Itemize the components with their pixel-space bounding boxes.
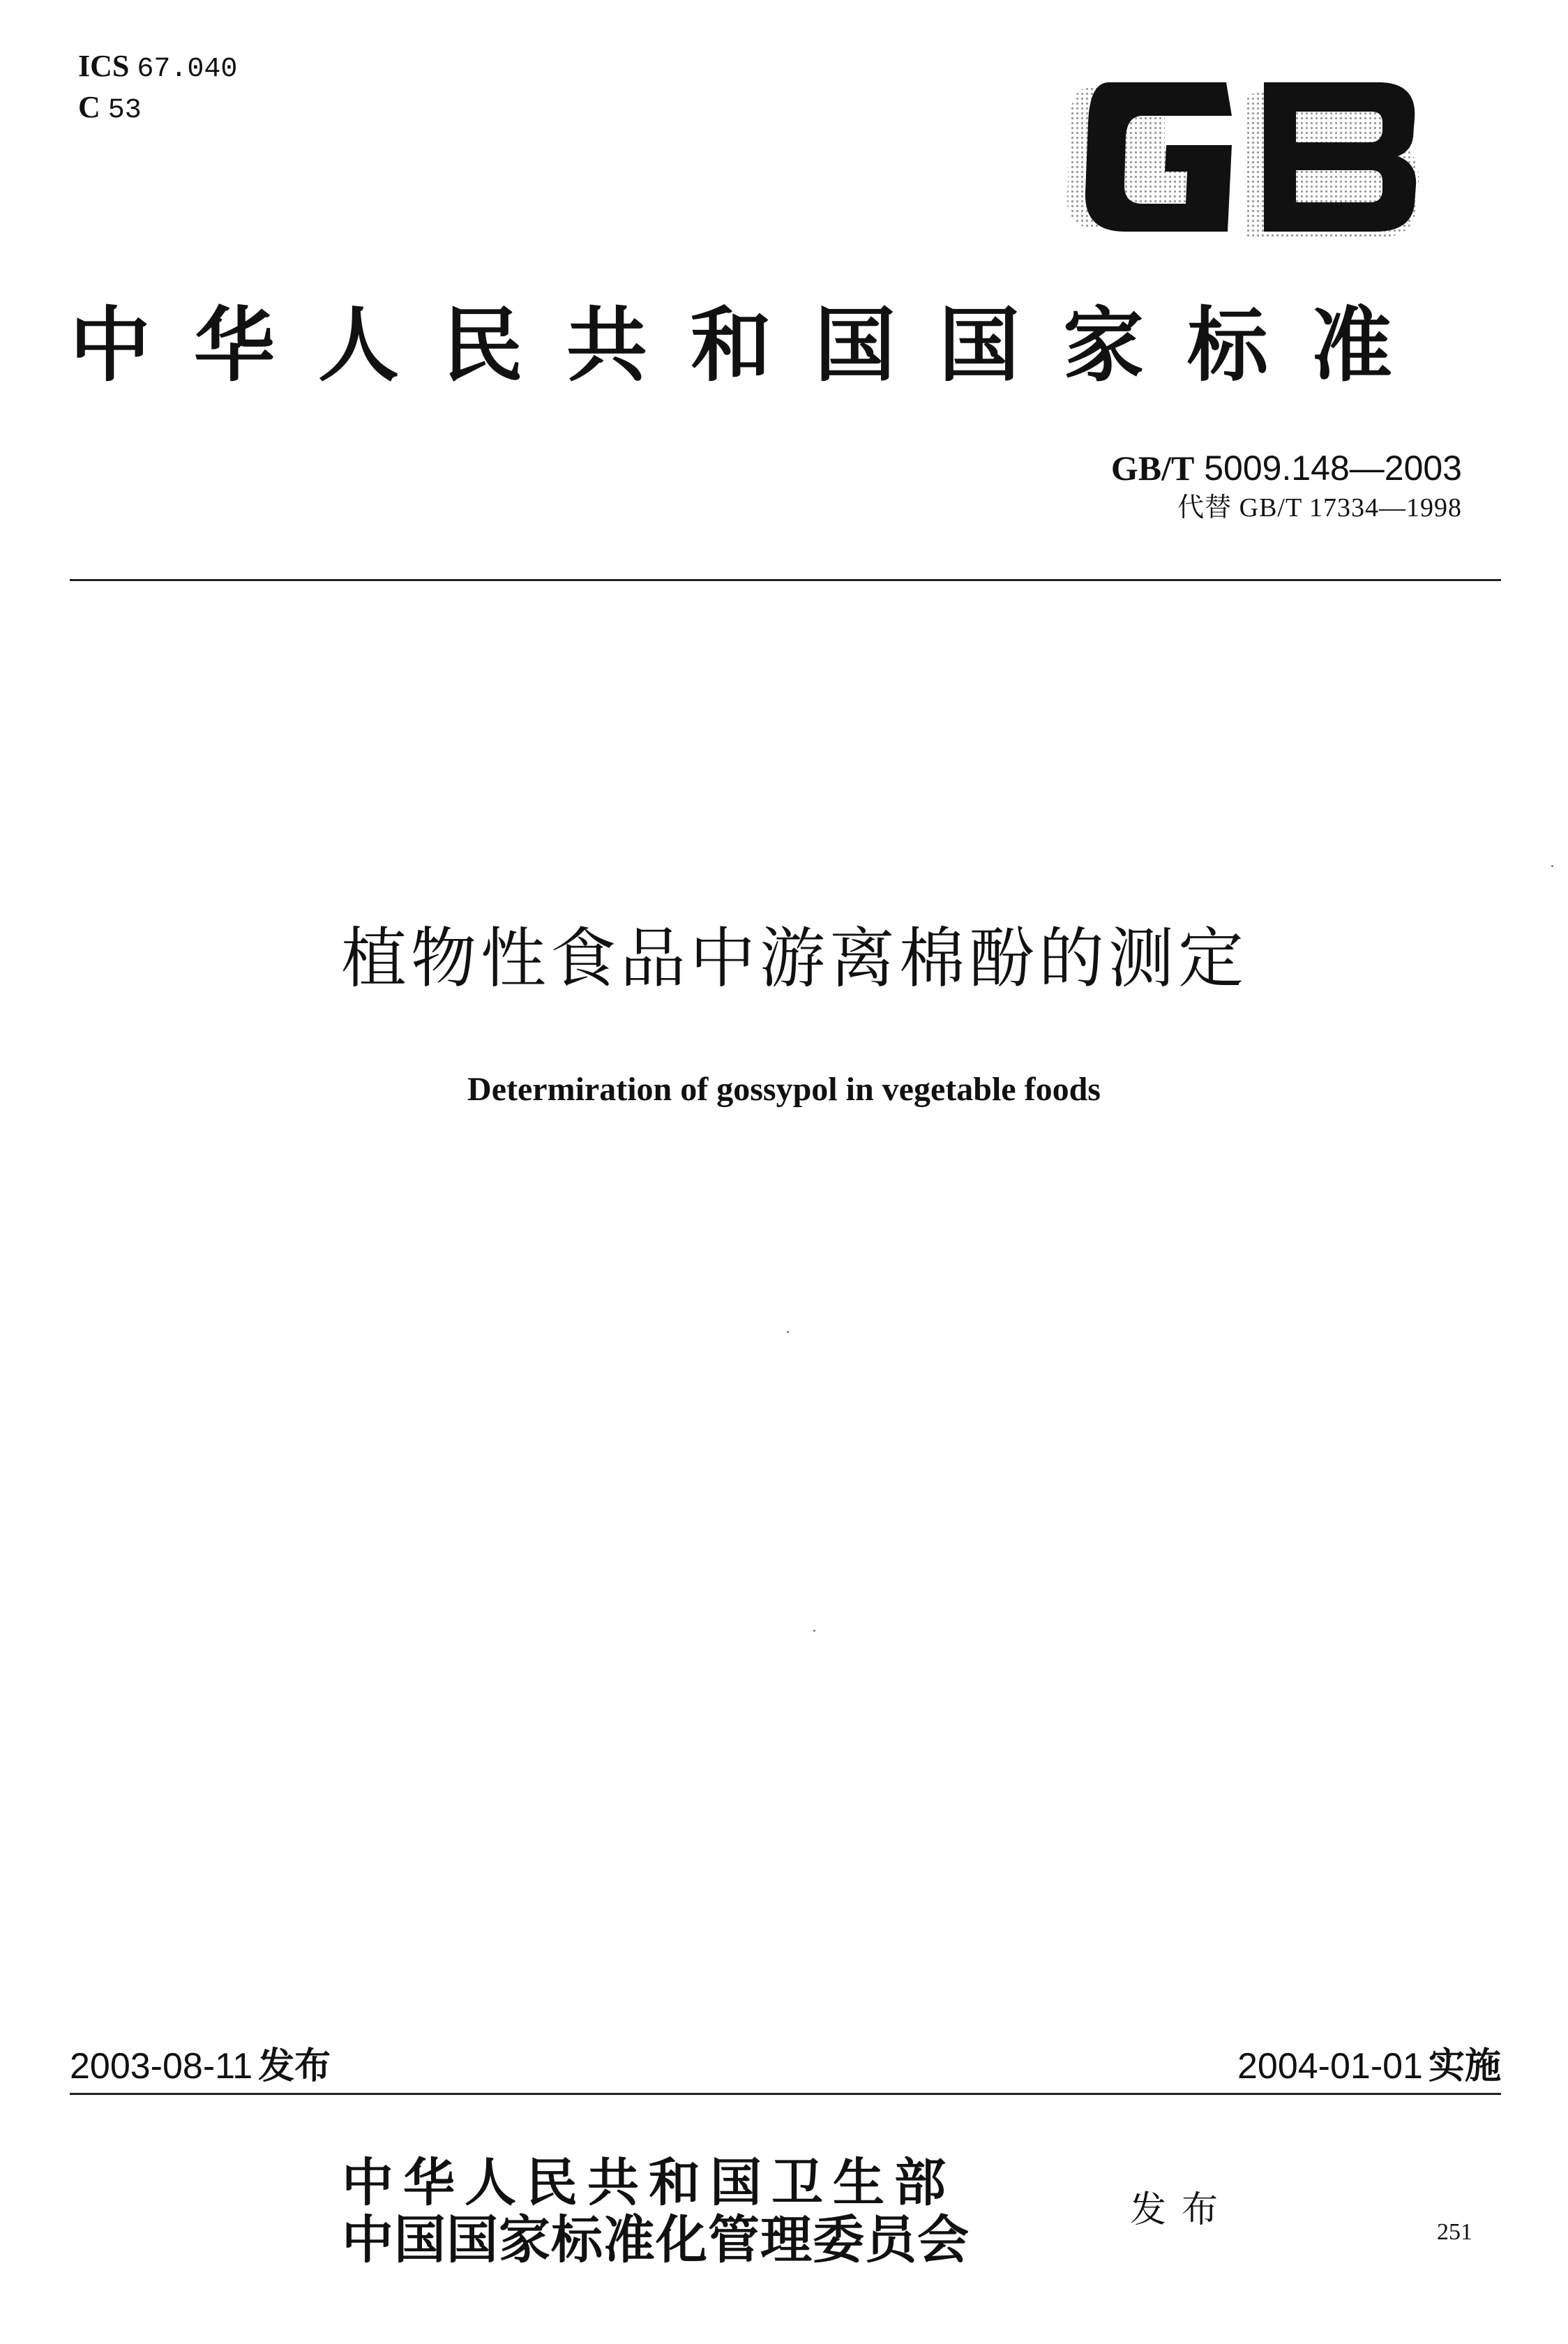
standard-prefix: GB/T bbox=[1110, 449, 1195, 488]
scan-speck bbox=[1551, 865, 1553, 867]
ics-line bbox=[78, 47, 237, 89]
document-title-en: Determiration of gossypol in vegetable foods bbox=[467, 1071, 1101, 1108]
scan-speck bbox=[787, 1331, 789, 1333]
ccs-code: 53 bbox=[107, 95, 142, 126]
scan-speck bbox=[813, 1630, 815, 1632]
standard-number bbox=[1111, 446, 1462, 490]
replaces-standard: 代替 GB/T 17334—1998 bbox=[1177, 493, 1462, 523]
issue-date bbox=[70, 2044, 331, 2089]
top-divider bbox=[70, 579, 1501, 581]
classification-codes bbox=[78, 47, 237, 130]
page-number: 251 bbox=[1437, 2219, 1472, 2245]
standard-code: 5009.148—2003 bbox=[1204, 449, 1462, 488]
document-title-cn: 植物性食品中游离棉酚的测定 bbox=[340, 921, 1248, 997]
issue-date-value: 2003-08-11 bbox=[70, 2046, 253, 2087]
logo-letter-b bbox=[1264, 82, 1416, 232]
issuer-standardization-administration: 中国国家标准化管理委员会 bbox=[342, 2210, 970, 2270]
implementation-date bbox=[1237, 2044, 1501, 2089]
national-standard-title: 中华人民共和国国家标准 bbox=[70, 298, 1435, 393]
gb-logo-icon bbox=[1060, 67, 1423, 248]
bottom-divider bbox=[70, 2093, 1501, 2095]
issuing-authorities bbox=[342, 2154, 970, 2269]
ccs-label: C bbox=[78, 90, 100, 124]
publish-verb: 发布 bbox=[1130, 2189, 1234, 2231]
ccs-line bbox=[78, 89, 237, 130]
ics-label: ICS bbox=[78, 49, 130, 83]
issue-date-verb: 发布 bbox=[258, 2045, 331, 2087]
implementation-date-value: 2004-01-01 bbox=[1237, 2046, 1423, 2087]
issuer-ministry-of-health: 中华人民共和国卫生部 bbox=[342, 2153, 956, 2213]
ics-code: 67.040 bbox=[137, 54, 238, 85]
implementation-date-verb: 实施 bbox=[1428, 2045, 1501, 2087]
